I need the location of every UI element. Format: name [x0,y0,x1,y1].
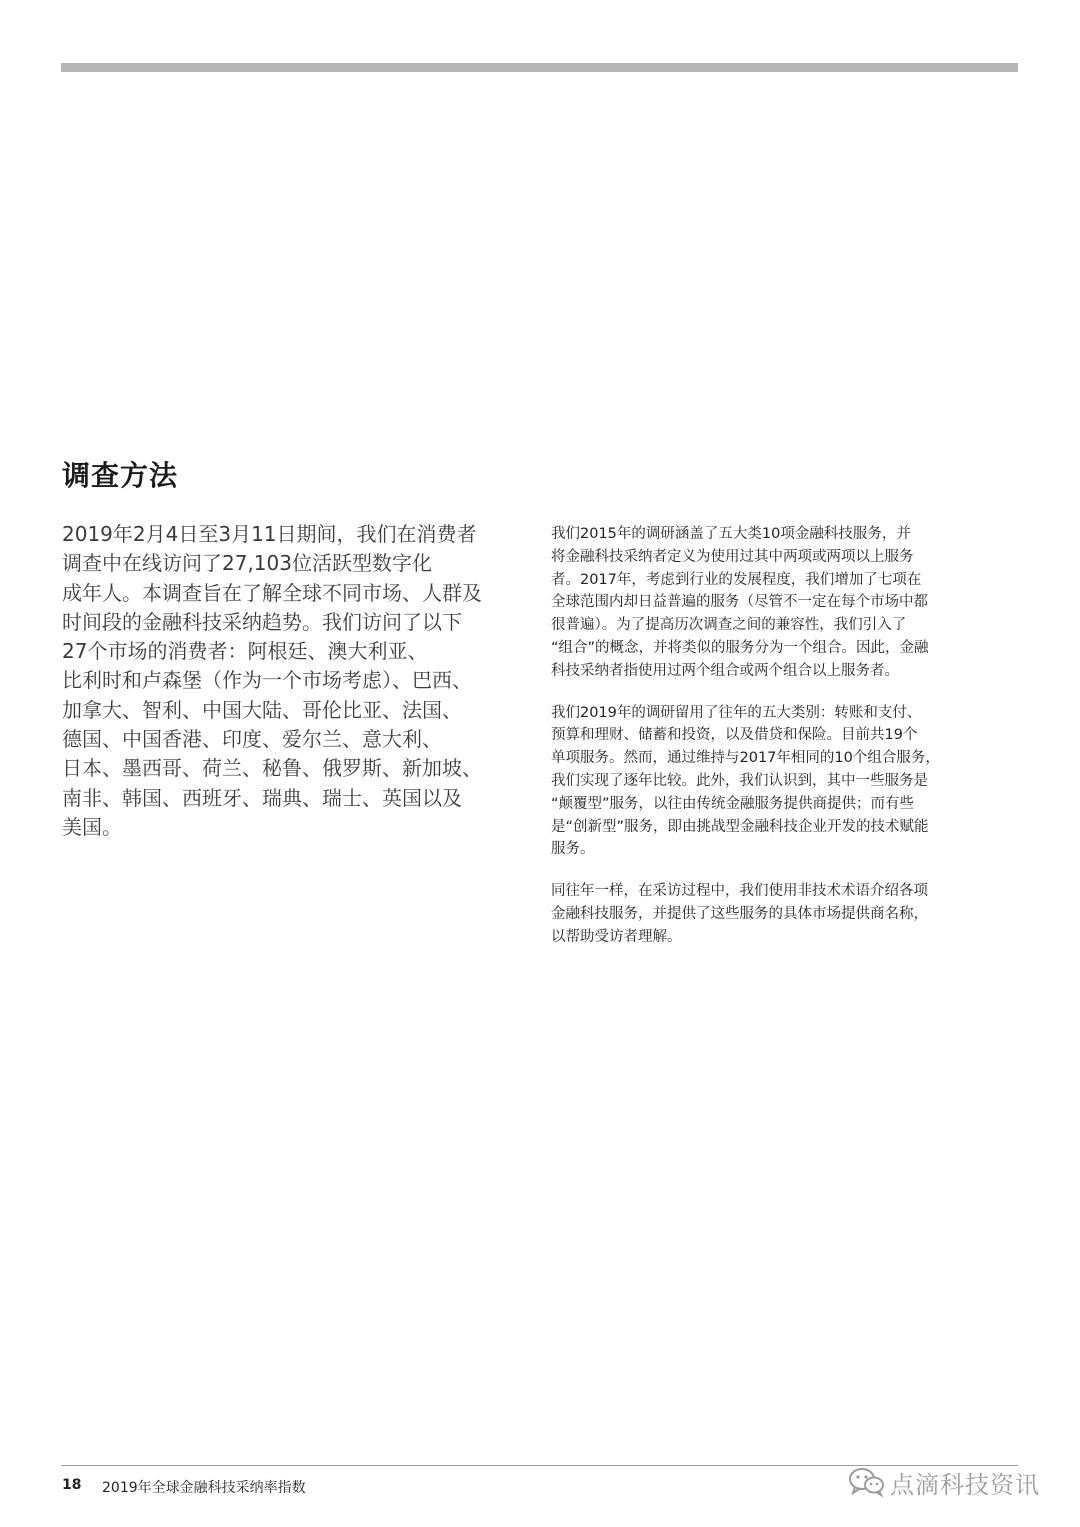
body-line: 者。2017年，考虑到行业的发展程度，我们增加了七项在 [551,571,922,588]
section-title: 调查方法 [62,459,179,492]
methodology-paragraph-2015 [551,523,1021,683]
watermark-text: 点滴科技资讯 [890,1470,1040,1499]
page-number: 18 [62,1477,82,1493]
wechat-icon [848,1467,886,1497]
body-line: 我们2019年的调研留用了往年的五大类别：转账和支付、 [551,704,922,721]
body-line: 金融科技服务，并提供了这些服务的具体市场提供商名称， [551,905,928,922]
intro-line: 调查中在线访问了27,103位活跃型数字化 [62,551,432,576]
body-line: 预算和理财、储蓄和投资，以及借贷和保险。目前共19个 [551,727,918,744]
methodology-body [551,523,1021,968]
body-line: “颠覆型”服务，以往由传统金融服务提供商提供；而有些 [551,795,915,812]
intro-line: 德国、中国香港、印度、爱尔兰、意大利、 [62,727,442,752]
intro-line: 南非、韩国、西班牙、瑞典、瑞士、英国以及 [62,785,462,810]
body-line: “组合”的概念，并将类似的服务分为一个组合。因此，金融 [551,639,929,656]
intro-line: 日本、墨西哥、荷兰、秘鲁、俄罗斯、新加坡、 [62,756,482,781]
intro-paragraph [62,520,522,842]
body-line: 是“创新型”服务，即由挑战型金融科技企业开发的技术赋能 [551,818,929,835]
body-line: 科技采纳者指使用过两个组合或两个组合以上服务者。 [551,662,899,679]
intro-line: 比利时和卢森堡（作为一个市场考虑）、巴西、 [62,668,472,693]
intro-line: 成年人。本调查旨在了解全球不同市场、人群及 [62,580,482,605]
body-line: 我们2015年的调研涵盖了五大类10项金融科技服务，并 [551,526,911,542]
intro-line: 美国。 [62,814,122,839]
methodology-paragraph-interview [551,880,1021,948]
body-line: 将金融科技采纳者定义为使用过其中两项或两项以上服务 [551,548,914,565]
body-line: 很普遍）。为了提高历次调查之间的兼容性，我们引入了 [551,617,907,634]
body-line: 以帮助受访者理解。 [551,928,682,945]
intro-line: 2019年2月4日至3月11日期间，我们在消费者 [62,522,477,546]
intro-line: 时间段的金融科技采纳趋势。我们访问了以下 [62,609,462,634]
intro-line: 27个市场的消费者：阿根廷、澳大利亚、 [62,639,428,664]
methodology-paragraph-2019 [551,702,1021,862]
intro-line: 加拿大、智利、中国大陆、哥伦比亚、法国、 [62,697,462,722]
body-line: 全球范围内却日益普遍的服务（尽管不一定在每个市场中都 [551,594,928,611]
watermark [848,1462,1040,1502]
body-line: 我们实现了逐年比较。此外，我们认识到，其中一些服务是 [551,772,928,789]
body-line: 服务。 [551,841,595,858]
top-divider-bar [61,63,1018,72]
body-line: 同往年一样，在采访过程中，我们使用非技术术语介绍各项 [551,883,928,900]
footer-report-title: 2019年全球金融科技采纳率指数 [102,1480,306,1496]
body-line: 单项服务。然而，通过维持与2017年相同的10个组合服务， [551,750,940,767]
